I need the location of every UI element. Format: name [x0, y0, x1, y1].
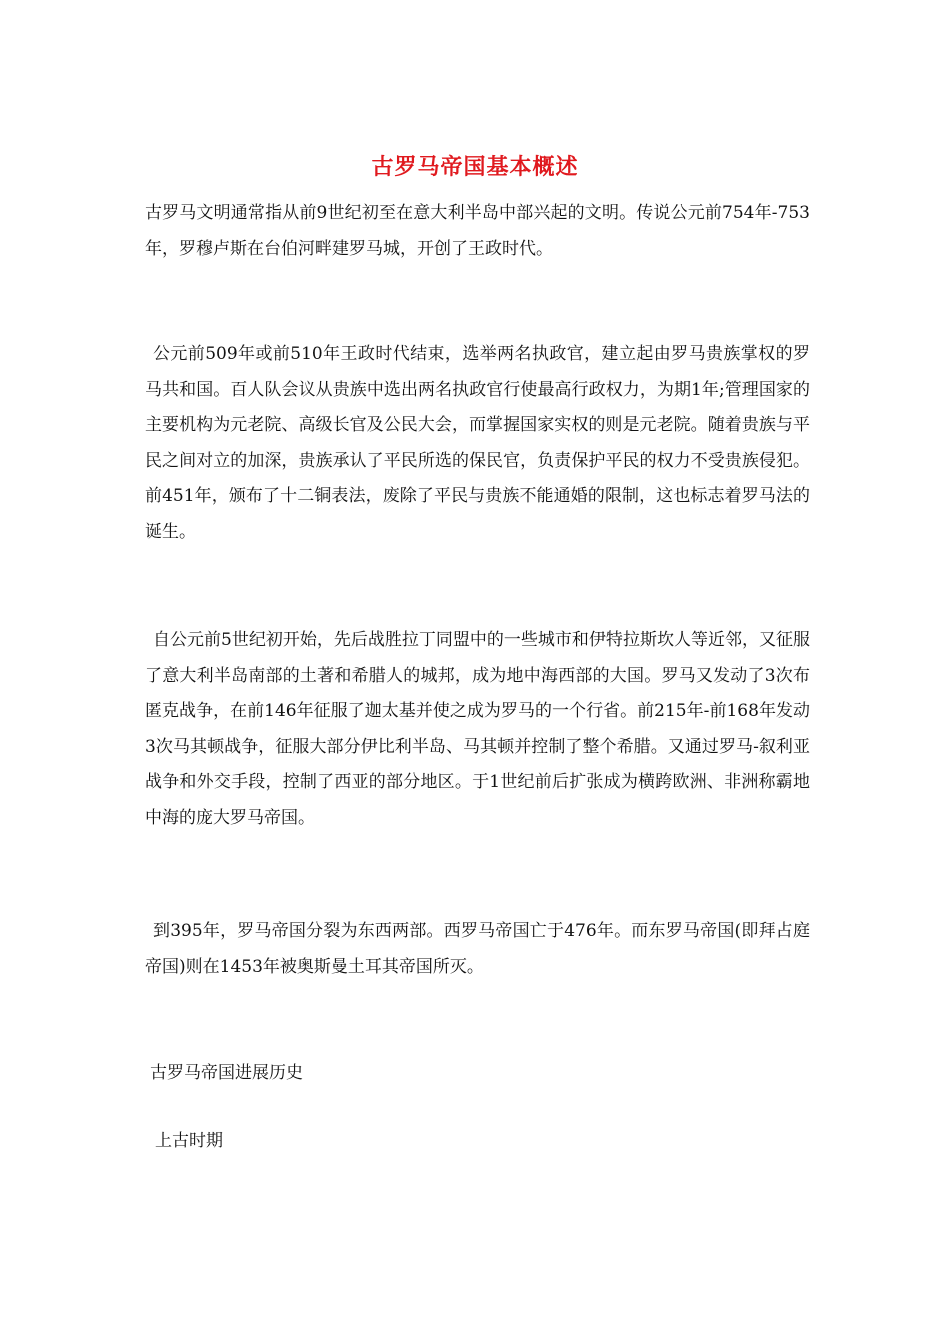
paragraph-expansion: 自公元前5世纪初开始，先后战胜拉丁同盟中的一些城市和伊特拉斯坎人等近邻，又征服了意大利半岛南部的土著和希腊人的城邦，成为地中海西部的大国。罗马又发动了3次布匿克战争，在前146年征服了迦太基并使之成为罗马的一个行省。前215年-前168年发动3次马其顿战争，征服大部分伊比利半岛、马其顿并控制了整个希腊。又通过罗马-叙利亚战争和外交手段，控制了西亚的部分地区。于1世纪前后扩张成为横跨欧洲、非洲称霸地中海的庞大罗马帝国。: [145, 630, 810, 828]
paragraph-division: 到395年，罗马帝国分裂为东西两部。西罗马帝国亡于476年。而东罗马帝国(即拜占庭帝国)则在1453年被奥斯曼土耳其帝国所灭。: [145, 921, 810, 977]
paragraph-republic: 公元前509年或前510年王政时代结束，选举两名执政官，建立起由罗马贵族掌权的罗马共和国。百人队会议从贵族中选出两名执政官行使最高行政权力，为期1年;管理国家的主要机构为元老院、高级长官及公民大会，而掌握国家实权的则是元老院。随着贵族与平民之间对立的加深，贵族承认了平民所选的保民官，负责保护平民的权力不受贵族侵犯。前451年，颁布了十二铜表法，废除了平民与贵族不能通婚的限制，这也标志着罗马法的诞生。: [145, 344, 810, 542]
section-heading: 古罗马帝国进展历史: [150, 1063, 303, 1083]
document-title: 古罗马帝国基本概述: [371, 154, 579, 180]
paragraph-intro: 古罗马文明通常指从前9世纪初至在意大利半岛中部兴起的文明。传说公元前754年-753年，罗穆卢斯在台伯河畔建罗马城，开创了王政时代。: [145, 203, 810, 259]
subsection-heading: 上古时期: [155, 1131, 223, 1151]
